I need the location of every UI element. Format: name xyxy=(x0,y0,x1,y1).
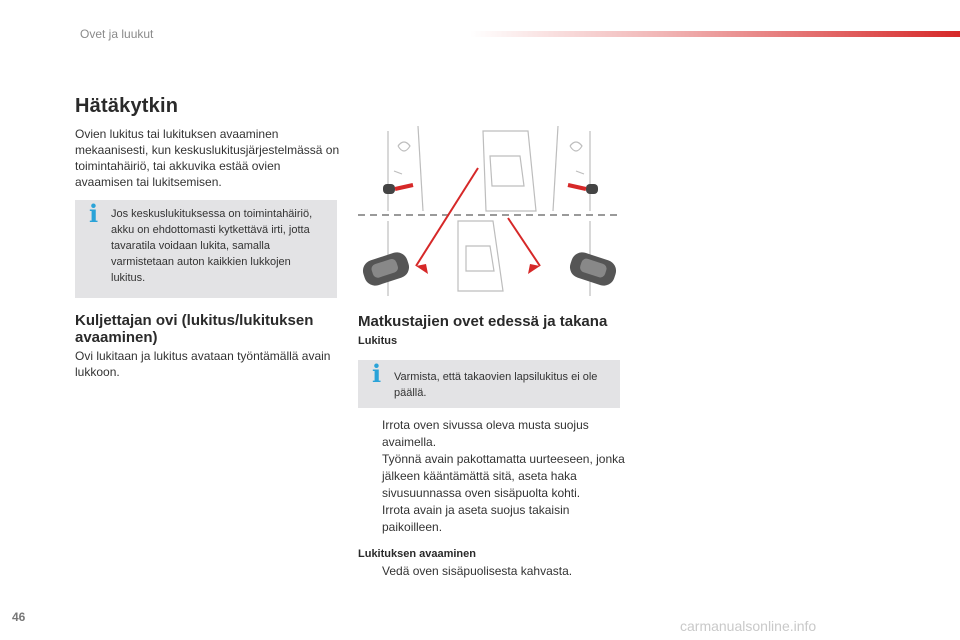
info-icon: i xyxy=(372,359,382,388)
list-item: Vedä oven sisäpuolisesta kahvasta. xyxy=(382,564,573,578)
driver-door-heading: Kuljettajan ovi (lukitus/lukituksen avaaminen) xyxy=(75,312,314,346)
list-item: Työnnä avain pakottamatta uurteeseen, jonka jälkeen kääntämättä sitä, aseta haka sivusuunnassa oven sisäpuolta kohti. xyxy=(382,452,625,500)
info-box-text: Varmista, että takaovien lapsilukitus ei ole päällä. xyxy=(394,371,598,399)
page-title: Hätäkytkin xyxy=(75,95,179,117)
watermark: carmanualsonline.info xyxy=(680,618,817,634)
info-box-text: Jos keskuslukituksessa on toimintahäiriö, akku on ehdottomasti kytkettävä irti, jotta tavaratila voidaan lukita, samalla varmistetaan auton kaikkien lukkojen lukitus. xyxy=(111,208,313,284)
header-accent-rule xyxy=(470,31,960,37)
unlocking-steps xyxy=(358,563,628,580)
passenger-doors-heading: Matkustajien ovet edessä ja takana xyxy=(358,313,608,330)
remote-key-right-icon xyxy=(567,250,619,289)
driver-door-text: Ovi lukitaan ja lukitus avataan työntämällä avain lukkoon. xyxy=(75,349,331,379)
unlocking-subheading: Lukituksen avaaminen xyxy=(358,548,476,560)
section-header: Ovet ja luukut xyxy=(80,27,154,41)
list-item: Irrota oven sivussa oleva musta suojus avaimella. xyxy=(382,418,589,449)
info-box-battery xyxy=(75,200,337,298)
door-lock-illustration xyxy=(358,126,620,296)
info-box-child-lock xyxy=(358,360,620,408)
key-top-right-icon xyxy=(568,184,598,194)
remote-key-left-icon xyxy=(360,250,412,289)
intro-paragraph: Ovien lukitus tai lukituksen avaaminen mekaanisesti, kun keskuslukitusjärjestelmässä on toimintahäiriö, tai akkuvika estää ovien avaamisen tai lukitsemisen. xyxy=(75,127,340,189)
page-number: 46 xyxy=(12,610,26,624)
info-icon: i xyxy=(89,199,99,228)
key-top-left-icon xyxy=(383,184,413,194)
locking-subheading: Lukitus xyxy=(358,335,398,347)
list-item: Irrota avain ja aseta suojus takaisin paikoilleen. xyxy=(382,503,570,534)
locking-steps xyxy=(358,417,628,536)
